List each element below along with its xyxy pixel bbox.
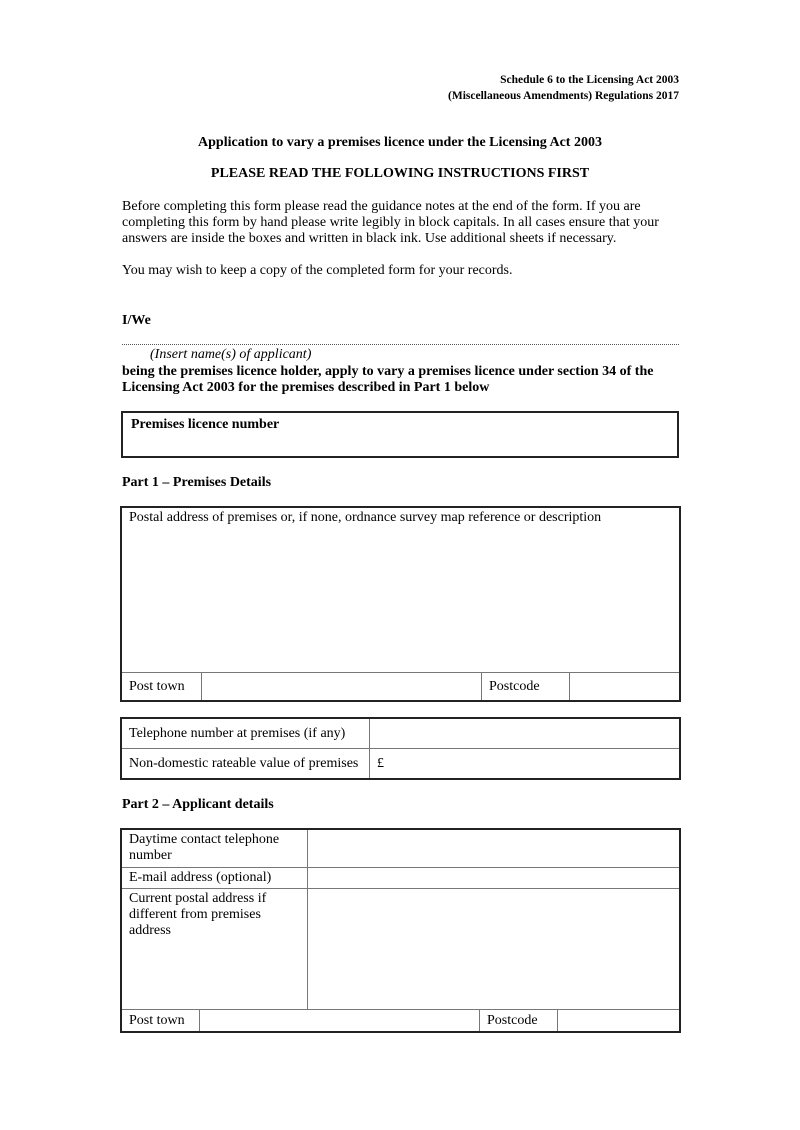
current-address-label: Current postal address if different from premises address [122,889,308,1010]
email-field[interactable] [308,868,680,889]
part1-heading: Part 1 – Premises Details [122,475,272,490]
rateable-value-field[interactable] [370,749,680,779]
email-label: E-mail address (optional) [122,868,308,889]
postcode-field[interactable] [570,673,680,701]
applicant-post-town-label: Post town [122,1010,200,1032]
current-address-field[interactable] [308,889,680,1010]
applicant-postcode-label: Postcode [480,1010,558,1032]
declaration-text: being the premises licence holder, apply to vary a premises licence under section 34 of the Licensing Act 2003 for the premises described in Part 1 below [122,364,654,395]
instructions-heading: PLEASE READ THE FOLLOWING INSTRUCTIONS FIRST [210,166,590,181]
applicant-post-town-field[interactable] [200,1010,480,1032]
licence-number-box[interactable] [121,411,679,458]
instructions-paragraph-1: Before completing this form please read the guidance notes at the end of the form. If you are completing this form by hand please write legibly in block capitals. In all cases ensure that your answers are inside the boxes and written in black ink. Use additional sheets if necessary. [122,199,659,246]
post-town-label: Post town [122,673,202,701]
form-title: Application to vary a premises licence under the Licensing Act 2003 [198,135,602,150]
instructions-paragraph-2: You may wish to keep a copy of the completed form for your records. [122,263,513,278]
premises-address-label: Postal address of premises or, if none, ordnance survey map reference or description [129,510,602,525]
postcode-label: Postcode [482,673,570,701]
telephone-field[interactable] [370,719,680,749]
premises-address-field[interactable] [122,508,680,673]
post-town-field[interactable] [202,673,482,701]
schedule-reference [448,72,679,104]
schedule-line-2: (Miscellaneous Amendments) Regulations 2017 [448,90,679,102]
applicant-postcode-field[interactable] [558,1010,680,1032]
pound-sign: £ [377,755,384,771]
daytime-phone-label: Daytime contact telephone number [122,830,308,868]
premises-address-table [121,507,680,701]
rateable-value-label: Non-domestic rateable value of premises [122,749,370,779]
applicant-details-table [121,829,680,1032]
premises-contact-table [121,718,680,779]
applicant-name-hint: (Insert name(s) of applicant) [150,347,312,362]
daytime-phone-field[interactable] [308,830,680,868]
licence-number-label: Premises licence number [131,417,280,432]
iwe-label: I/We [122,313,151,328]
part2-heading: Part 2 – Applicant details [122,797,274,812]
telephone-label: Telephone number at premises (if any) [122,719,370,749]
applicant-name-line[interactable] [122,344,679,345]
schedule-line-1: Schedule 6 to the Licensing Act 2003 [500,74,679,86]
